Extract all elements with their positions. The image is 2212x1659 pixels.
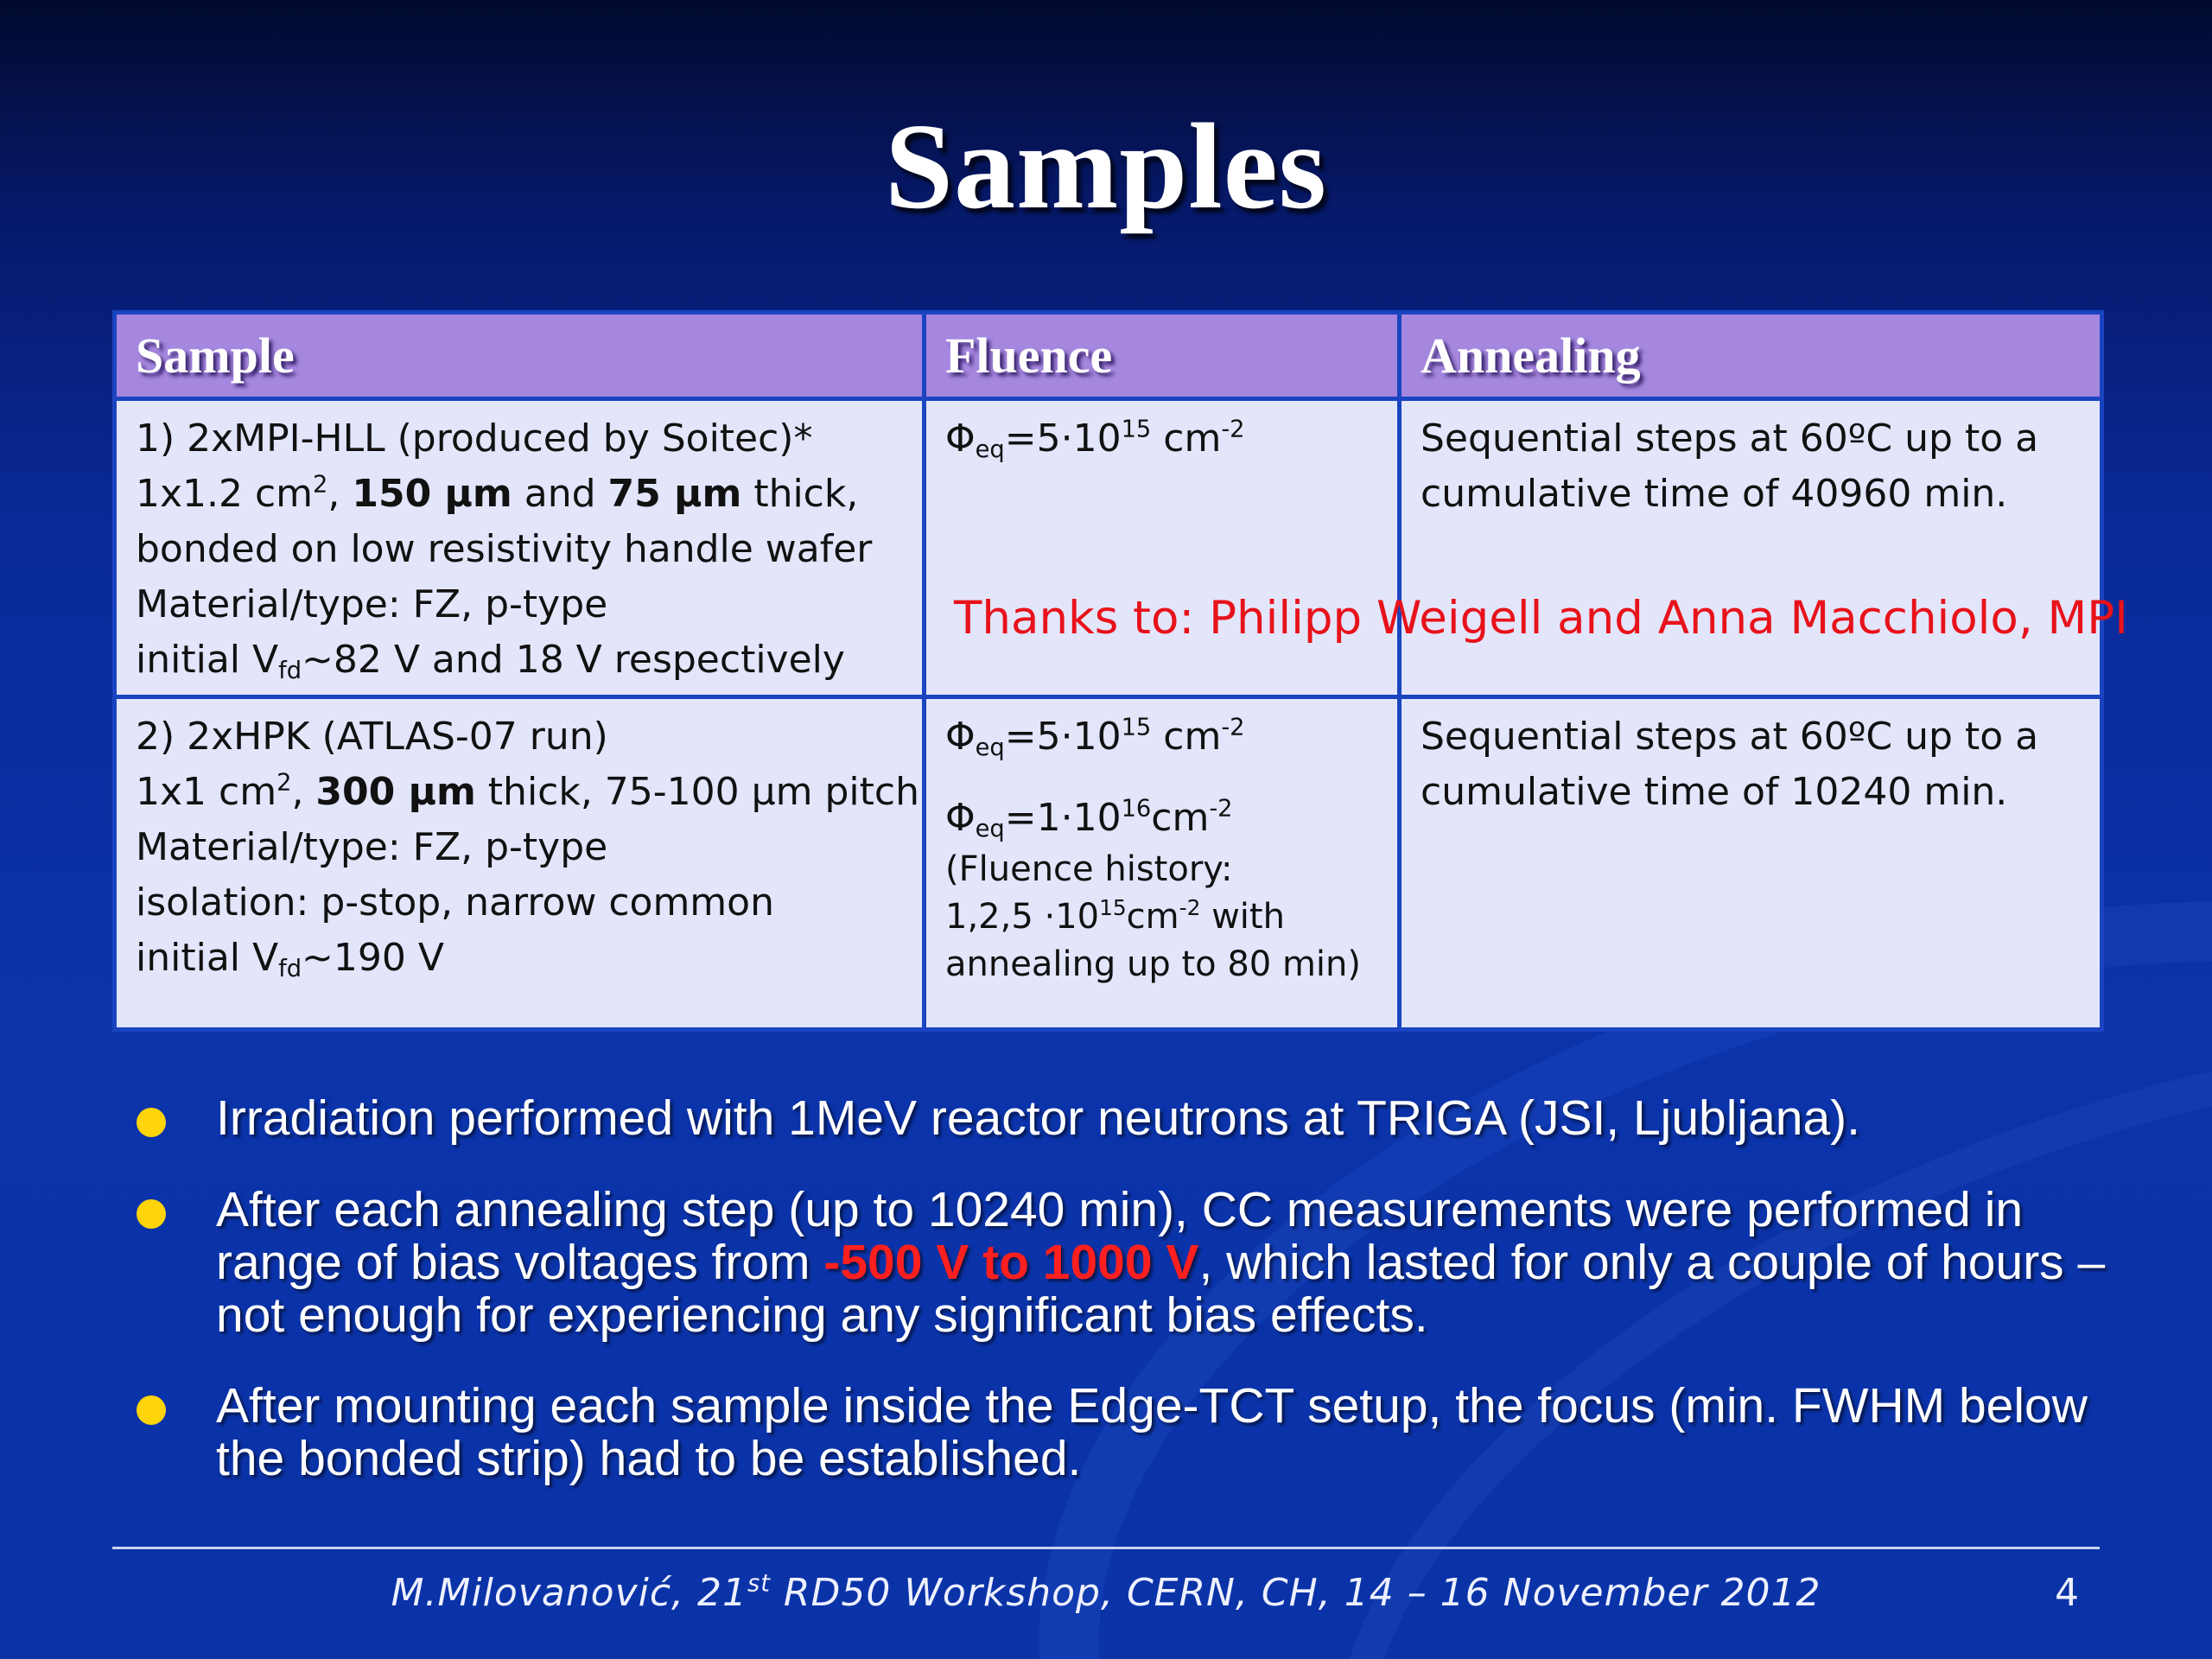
sample-cell [115,399,925,697]
fluence-cell [925,399,1400,697]
text: =5·10 [1004,416,1122,461]
sample-line [136,765,922,820]
text: , which lasted for only a couple of hours – not enough for experiencing any significant bias effects. [216,1235,2106,1343]
phi-symbol: Φ [945,416,976,461]
text: After each annealing step (up to 10240 min), CC measurements were performed in range of bias voltages from [216,1182,2024,1290]
table-row [115,697,2102,1030]
text: , [327,472,353,516]
fluence-history-line: annealing up to 80 min) [945,944,1361,984]
page-number: 4 [2055,1571,2079,1615]
text: 1x1 cm [136,770,277,814]
annealing-line: Sequential steps at 60ºC up to a [1421,715,2039,759]
superscript: -2 [1221,714,1245,741]
subscript: fd [278,657,302,684]
voltage-range-highlight: -500 V to 1000 V [823,1235,1199,1290]
bullet-dot-icon [137,1395,166,1425]
text: M.Milovanović, 21 [391,1571,747,1615]
fluence-cell [925,697,1400,1030]
annealing-cell [1400,399,2102,697]
text: ~82 V and 18 V respectively [302,638,845,682]
bullet-dot-icon [137,1199,166,1229]
text: ~190 V [302,936,444,980]
text: initial V [136,936,279,980]
superscript: 15 [1099,895,1127,921]
sample-line [136,467,922,522]
acknowledgement-text: Thanks to: Philipp Weigell and Anna Macchiolo, MPI [954,592,2128,645]
sample-cell [115,697,925,1030]
sample-line [136,931,922,986]
footer-divider [112,1547,2100,1549]
footer-text [0,1571,2212,1615]
annealing-line: cumulative time of 40960 min. [1421,472,2008,516]
table-row [115,399,2102,697]
bullet-text: Irradiation performed with 1MeV reactor neutrons at TRIGA (JSI, Ljubljana). [216,1090,1860,1146]
text: cm [1151,796,1210,840]
superscript: 16 [1121,795,1152,823]
text: cm [1151,416,1222,461]
annealing-line: Sequential steps at 60ºC up to a [1421,416,2039,461]
text: with [1200,897,1285,937]
fluence-value [945,709,1397,765]
slide-title: Samples [885,98,1327,234]
text: =5·10 [1004,715,1122,759]
sample-line: isolation: p-stop, narrow common [136,880,774,925]
subscript: eq [975,815,1005,842]
bullet-text [216,1184,2134,1342]
superscript: 15 [1121,416,1152,443]
header-sample: Sample [115,313,925,399]
superscript: 2 [276,769,292,797]
text: 1x1.2 cm [136,472,314,516]
text: =1·10 [1004,796,1122,840]
superscript: 2 [313,471,328,499]
phi-symbol: Φ [945,715,976,759]
subscript: eq [975,734,1005,761]
superscript: -2 [1209,795,1233,823]
bullet-text: After mounting each sample inside the Edge-TCT setup, the focus (min. FWHM below the bonded strip) had to be established. [216,1378,2088,1486]
bullet-dot-icon [137,1108,166,1137]
text: , [291,770,316,814]
thickness-bold: 75 μm [607,472,742,516]
text: cm [1151,715,1222,759]
text: thick, [741,472,859,516]
annealing-cell [1400,697,2102,1030]
text: thick, 75-100 μm pitch [475,770,919,814]
header-annealing: Annealing [1400,313,2102,399]
annealing-line: cumulative time of 10240 min. [1421,770,2008,814]
superscript: st [747,1570,771,1598]
sample-line: Material/type: FZ, p-type [136,825,608,869]
phi-symbol: Φ [945,796,976,840]
thickness-bold: 150 μm [352,472,512,516]
text: RD50 Workshop, CERN, CH, 14 – 16 November 2012 [770,1571,1821,1615]
text: initial V [136,638,279,682]
fluence-value [945,411,1397,467]
sample-line: Material/type: FZ, p-type [136,582,608,626]
fluence-history-line: (Fluence history: [945,849,1233,889]
sample-line: bonded on low resistivity handle wafer [136,527,873,571]
table-header-row [115,313,2102,399]
samples-table [112,310,2104,1032]
sample-line: 2) 2xHPK (ATLAS-07 run) [136,715,608,759]
text: and [512,472,608,516]
subscript: eq [975,435,1005,463]
thickness-bold: 300 μm [315,770,476,814]
superscript: 15 [1121,714,1152,741]
fluence-history-line [945,893,1397,941]
header-fluence: Fluence [925,313,1400,399]
sample-line: 1) 2xMPI-HLL (produced by Soitec)* [136,416,813,461]
fluence-value [945,791,1397,846]
superscript: -2 [1221,416,1245,443]
text: 1,2,5 ·10 [945,897,1100,937]
sample-line [136,632,922,688]
superscript: -2 [1179,895,1201,921]
subscript: fd [278,955,302,982]
text: cm [1126,897,1179,937]
